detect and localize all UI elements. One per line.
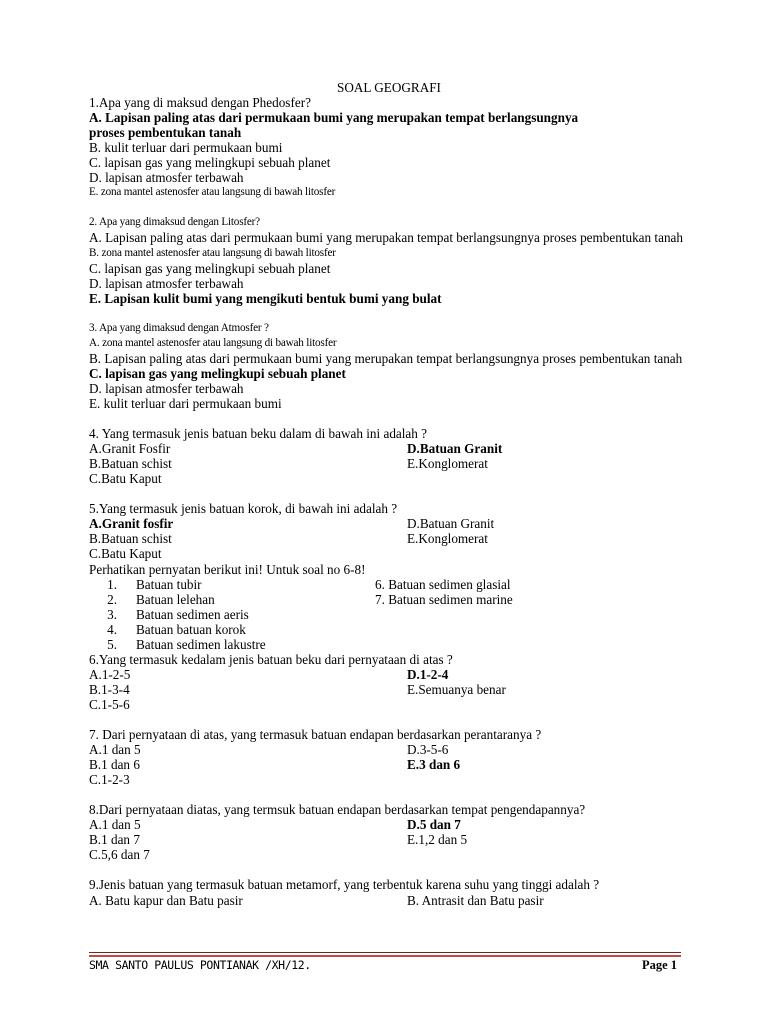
statement-number: 1. bbox=[107, 576, 117, 592]
q5-row-1 bbox=[89, 516, 689, 531]
q4-option-a: A.Granit Fosfir bbox=[89, 441, 171, 457]
question-8: 8.Dari pernyataan diatas, yang termsuk batuan endapan berdasarkan tempat pengendapannya? bbox=[89, 802, 586, 818]
page-title: SOAL GEOGRAFI bbox=[337, 80, 441, 95]
q7-option-e: E.3 dan 6 bbox=[407, 757, 461, 773]
q8-option-e: E.1,2 dan 5 bbox=[407, 832, 468, 848]
q9-option-b: B. Antrasit dan Batu pasir bbox=[407, 892, 544, 908]
q4-option-c: C.Batu Kaput bbox=[89, 471, 162, 487]
question-3: 3. Apa yang dimaksud dengan Atmosfer ? bbox=[89, 321, 269, 334]
footer-rule-dark bbox=[89, 952, 681, 953]
statement-text: Batuan lelehan bbox=[136, 591, 215, 607]
statement-text: Batuan sedimen aeris bbox=[136, 606, 249, 622]
q6-option-d: D.1-2-4 bbox=[407, 666, 449, 682]
statement-number: 6. bbox=[375, 576, 385, 592]
q6-row-2 bbox=[89, 682, 689, 697]
q6-option-b: B.1-3-4 bbox=[89, 681, 130, 697]
q4-row-2 bbox=[89, 456, 689, 471]
q5-option-b: B.Batuan schist bbox=[89, 531, 172, 547]
q9-row-1 bbox=[89, 893, 689, 908]
statement-number: 3. bbox=[107, 606, 117, 622]
q4-option-d: D.Batuan Granit bbox=[407, 441, 503, 457]
q2-option-e: E. Lapisan kulit bumi yang mengikuti bentuk bumi yang bulat bbox=[89, 290, 442, 306]
q1-option-a-cont: proses pembentukan tanah bbox=[89, 125, 242, 141]
q3-option-c: C. lapisan gas yang melingkupi sebuah planet bbox=[89, 365, 346, 381]
statement-number: 4. bbox=[107, 621, 117, 637]
q5-option-e: E.Konglomerat bbox=[407, 531, 488, 547]
statement-intro: Perhatikan pernyatan berikut ini! Untuk soal no 6-8! bbox=[89, 561, 366, 577]
statement-text: Batuan batuan korok bbox=[136, 621, 246, 637]
q3-option-b: B. Lapisan paling atas dari permukaan bumi yang merupakan tempat berlangsungnya proses pembentukan tanah bbox=[89, 350, 683, 366]
q7-option-a: A.1 dan 5 bbox=[89, 742, 141, 758]
q2-option-a: A. Lapisan paling atas dari permukaan bumi yang merupakan tempat berlangsungnya proses pembentukan tanah bbox=[89, 230, 683, 246]
q8-option-a: A.1 dan 5 bbox=[89, 817, 141, 833]
statement-text: Batuan tubir bbox=[136, 576, 202, 592]
question-6: 6.Yang termasuk kedalam jenis batuan beku dari pernyataan di atas ? bbox=[89, 651, 453, 667]
q5-option-d: D.Batuan Granit bbox=[407, 516, 495, 532]
q4-option-e: E.Konglomerat bbox=[407, 456, 488, 472]
q7-row-2 bbox=[89, 757, 689, 772]
q8-option-c: C.5,6 dan 7 bbox=[89, 847, 150, 863]
q3-option-e: E. kulit terluar dari permukaan bumi bbox=[89, 395, 282, 411]
statement-text: Batuan sedimen marine bbox=[388, 591, 513, 607]
statement-row-5 bbox=[89, 637, 689, 652]
question-4: 4. Yang termasuk jenis batuan beku dalam di bawah ini adalah ? bbox=[89, 426, 428, 442]
q5-row-2 bbox=[89, 531, 689, 546]
q7-option-d: D.3-5-6 bbox=[407, 742, 449, 758]
q1-option-b: B. kulit terluar dari permukaan bumi bbox=[89, 140, 283, 156]
q7-option-b: B.1 dan 6 bbox=[89, 757, 140, 773]
statement-row-3 bbox=[89, 607, 689, 622]
q1-option-a: A. Lapisan paling atas dari permukaan bumi yang merupakan tempat berlangsungnya bbox=[89, 110, 579, 126]
statement-text: Batuan sedimen glasial bbox=[388, 576, 511, 592]
statement-number: 7. bbox=[375, 591, 385, 607]
q3-option-a: A. zona mantel astenosfer atau langsung di bawah litosfer bbox=[89, 336, 337, 349]
q2-option-c: C. lapisan gas yang melingkupi sebuah planet bbox=[89, 260, 331, 276]
question-2: 2. Apa yang dimaksud dengan Litosfer? bbox=[89, 216, 260, 229]
q7-option-c: C.1-2-3 bbox=[89, 772, 130, 788]
q6-option-c: C.1-5-6 bbox=[89, 696, 130, 712]
statement-text: Batuan sedimen lakustre bbox=[136, 636, 266, 652]
q6-option-e: E.Semuanya benar bbox=[407, 681, 506, 697]
q9-option-a: A. Batu kapur dan Batu pasir bbox=[89, 892, 243, 908]
statement-number: 5. bbox=[107, 636, 117, 652]
statement-row-1 bbox=[89, 577, 689, 592]
q8-row-2 bbox=[89, 832, 689, 847]
q6-row-1 bbox=[89, 667, 689, 682]
q5-option-a: A.Granit fosfir bbox=[89, 516, 174, 532]
q1-option-c: C. lapisan gas yang melingkupi sebuah planet bbox=[89, 155, 331, 171]
footer-rule-light bbox=[89, 955, 681, 957]
statement-row-4 bbox=[89, 622, 689, 637]
q4-row-1 bbox=[89, 441, 689, 456]
q6-option-a: A.1-2-5 bbox=[89, 666, 131, 682]
footer-page-number: Page 1 bbox=[642, 958, 678, 972]
q2-option-b: B. zona mantel astenosfer atau langsung di bawah litosfer bbox=[89, 246, 336, 259]
statement-number: 2. bbox=[107, 591, 117, 607]
q7-row-1 bbox=[89, 742, 689, 757]
question-7: 7. Dari pernyataan di atas, yang termasuk batuan endapan berdasarkan perantaranya ? bbox=[89, 727, 542, 743]
question-5: 5.Yang termasuk jenis batuan korok, di bawah ini adalah ? bbox=[89, 501, 398, 517]
q1-option-d: D. lapisan atmosfer terbawah bbox=[89, 170, 244, 186]
question-9: 9.Jenis batuan yang termasuk batuan metamorf, yang terbentuk karena suhu yang tinggi adalah ? bbox=[89, 877, 600, 893]
question-1: 1.Apa yang di maksud dengan Phedosfer? bbox=[89, 95, 311, 111]
footer-school-label: SMA SANTO PAULUS PONTIANAK /XH/12. bbox=[89, 958, 311, 972]
q8-option-d: D.5 dan 7 bbox=[407, 817, 461, 833]
statement-row-2 bbox=[89, 592, 689, 607]
q4-option-b: B.Batuan schist bbox=[89, 456, 172, 472]
question-sheet bbox=[89, 80, 689, 908]
q5-option-c: C.Batu Kaput bbox=[89, 546, 162, 562]
q2-option-d: D. lapisan atmosfer terbawah bbox=[89, 275, 244, 291]
q3-option-d: D. lapisan atmosfer terbawah bbox=[89, 380, 244, 396]
q8-row-1 bbox=[89, 817, 689, 832]
q8-option-b: B.1 dan 7 bbox=[89, 832, 140, 848]
q1-option-e: E. zona mantel astenosfer atau langsung di bawah litosfer bbox=[89, 186, 336, 199]
